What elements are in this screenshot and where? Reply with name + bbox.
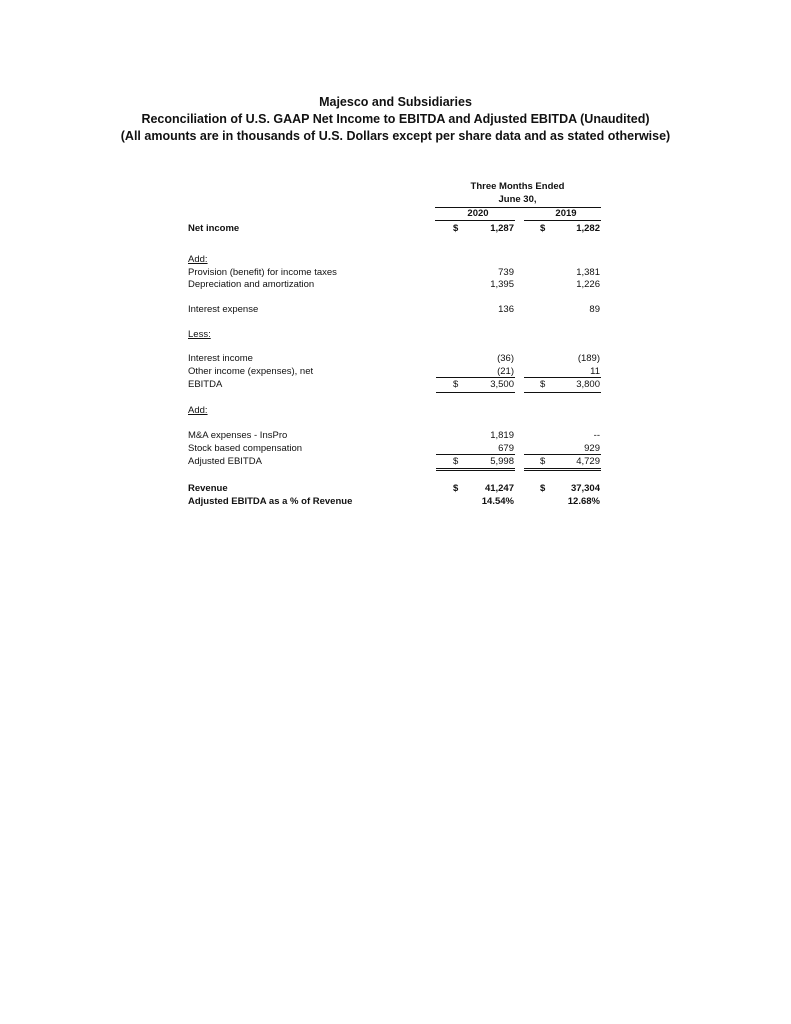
currency-symbol: $ (453, 483, 459, 494)
value-2020: 1,395 (490, 279, 514, 290)
value-2019: 12.68% (567, 496, 600, 507)
total-rule-2019 (524, 468, 601, 469)
row-label: Interest expense (188, 304, 259, 315)
section-label-row (0, 404, 791, 417)
value-2019: (189) (577, 353, 600, 364)
column-header-2019: 2019 (555, 208, 577, 219)
row-label: Adjusted EBITDA as a % of Revenue (188, 496, 353, 507)
value-2019: -- (593, 430, 600, 441)
period-label: Three Months Ended (470, 181, 565, 192)
column-header-2020: 2020 (467, 208, 489, 219)
section-label-row (0, 253, 791, 266)
section-label: Add: (188, 254, 208, 265)
table-row (0, 429, 791, 442)
period-date: June 30, (498, 194, 537, 205)
section-label: Add: (188, 405, 208, 416)
value-2019: 1,381 (576, 267, 600, 278)
table-row (0, 278, 791, 291)
table-row (0, 455, 791, 468)
table-row (0, 442, 791, 455)
value-2020: (36) (497, 353, 514, 364)
column-underline-2020 (435, 220, 515, 221)
total-double-rule-2019 (524, 470, 601, 471)
currency-symbol: $ (453, 223, 459, 234)
value-2019: 1,226 (576, 279, 600, 290)
column-underline-2019 (524, 220, 601, 221)
currency-symbol: $ (453, 456, 459, 467)
currency-symbol: $ (540, 483, 546, 494)
report-subtitle: (All amounts are in thousands of U.S. Dollars except per share data and as stated otherwise) (120, 129, 671, 143)
value-2020: 5,998 (490, 456, 514, 467)
row-label: Net income (188, 223, 240, 234)
currency-symbol: $ (453, 379, 459, 390)
row-label: Adjusted EBITDA (188, 456, 262, 467)
value-2019: 89 (589, 304, 600, 315)
row-label: Depreciation and amortization (188, 279, 315, 290)
currency-symbol: $ (540, 223, 546, 234)
company-name: Majesco and Subsidiaries (319, 95, 472, 109)
value-2020: 1,287 (490, 223, 514, 234)
table-row (0, 378, 791, 391)
value-2019: 4,729 (576, 456, 600, 467)
report-title: Reconciliation of U.S. GAAP Net Income to EBITDA and Adjusted EBITDA (Unaudited) (141, 112, 650, 126)
total-rule-2019 (524, 392, 601, 393)
table-row (0, 482, 791, 495)
row-label: Revenue (188, 483, 228, 494)
row-label: Provision (benefit) for income taxes (188, 267, 337, 278)
table-row (0, 495, 791, 508)
value-2019: 3,800 (576, 379, 600, 390)
value-2019: 37,304 (570, 483, 600, 494)
table-row (0, 303, 791, 316)
value-2020: (21) (497, 366, 514, 377)
section-label: Less: (188, 329, 211, 340)
table-row (0, 365, 791, 378)
currency-symbol: $ (540, 379, 546, 390)
currency-symbol: $ (540, 456, 546, 467)
value-2020: 1,819 (490, 430, 514, 441)
value-2020: 679 (498, 443, 514, 454)
total-rule-2020 (436, 392, 515, 393)
row-label: Other income (expenses), net (188, 366, 314, 377)
total-double-rule-2020 (436, 470, 515, 471)
table-row (0, 352, 791, 365)
value-2019: 11 (590, 366, 600, 377)
row-label: EBITDA (188, 379, 223, 390)
total-rule-2020 (436, 468, 515, 469)
row-label: Stock based compensation (188, 443, 303, 454)
value-2020: 136 (498, 304, 514, 315)
row-label: M&A expenses - InsPro (188, 430, 288, 441)
value-2020: 14.54% (481, 496, 514, 507)
row-label: Interest income (188, 353, 253, 364)
value-2020: 739 (498, 267, 514, 278)
value-2020: 41,247 (484, 483, 514, 494)
value-2019: 1,282 (576, 223, 600, 234)
section-label-row (0, 328, 791, 341)
value-2019: 929 (584, 443, 600, 454)
value-2020: 3,500 (490, 379, 514, 390)
table-row (0, 222, 791, 235)
